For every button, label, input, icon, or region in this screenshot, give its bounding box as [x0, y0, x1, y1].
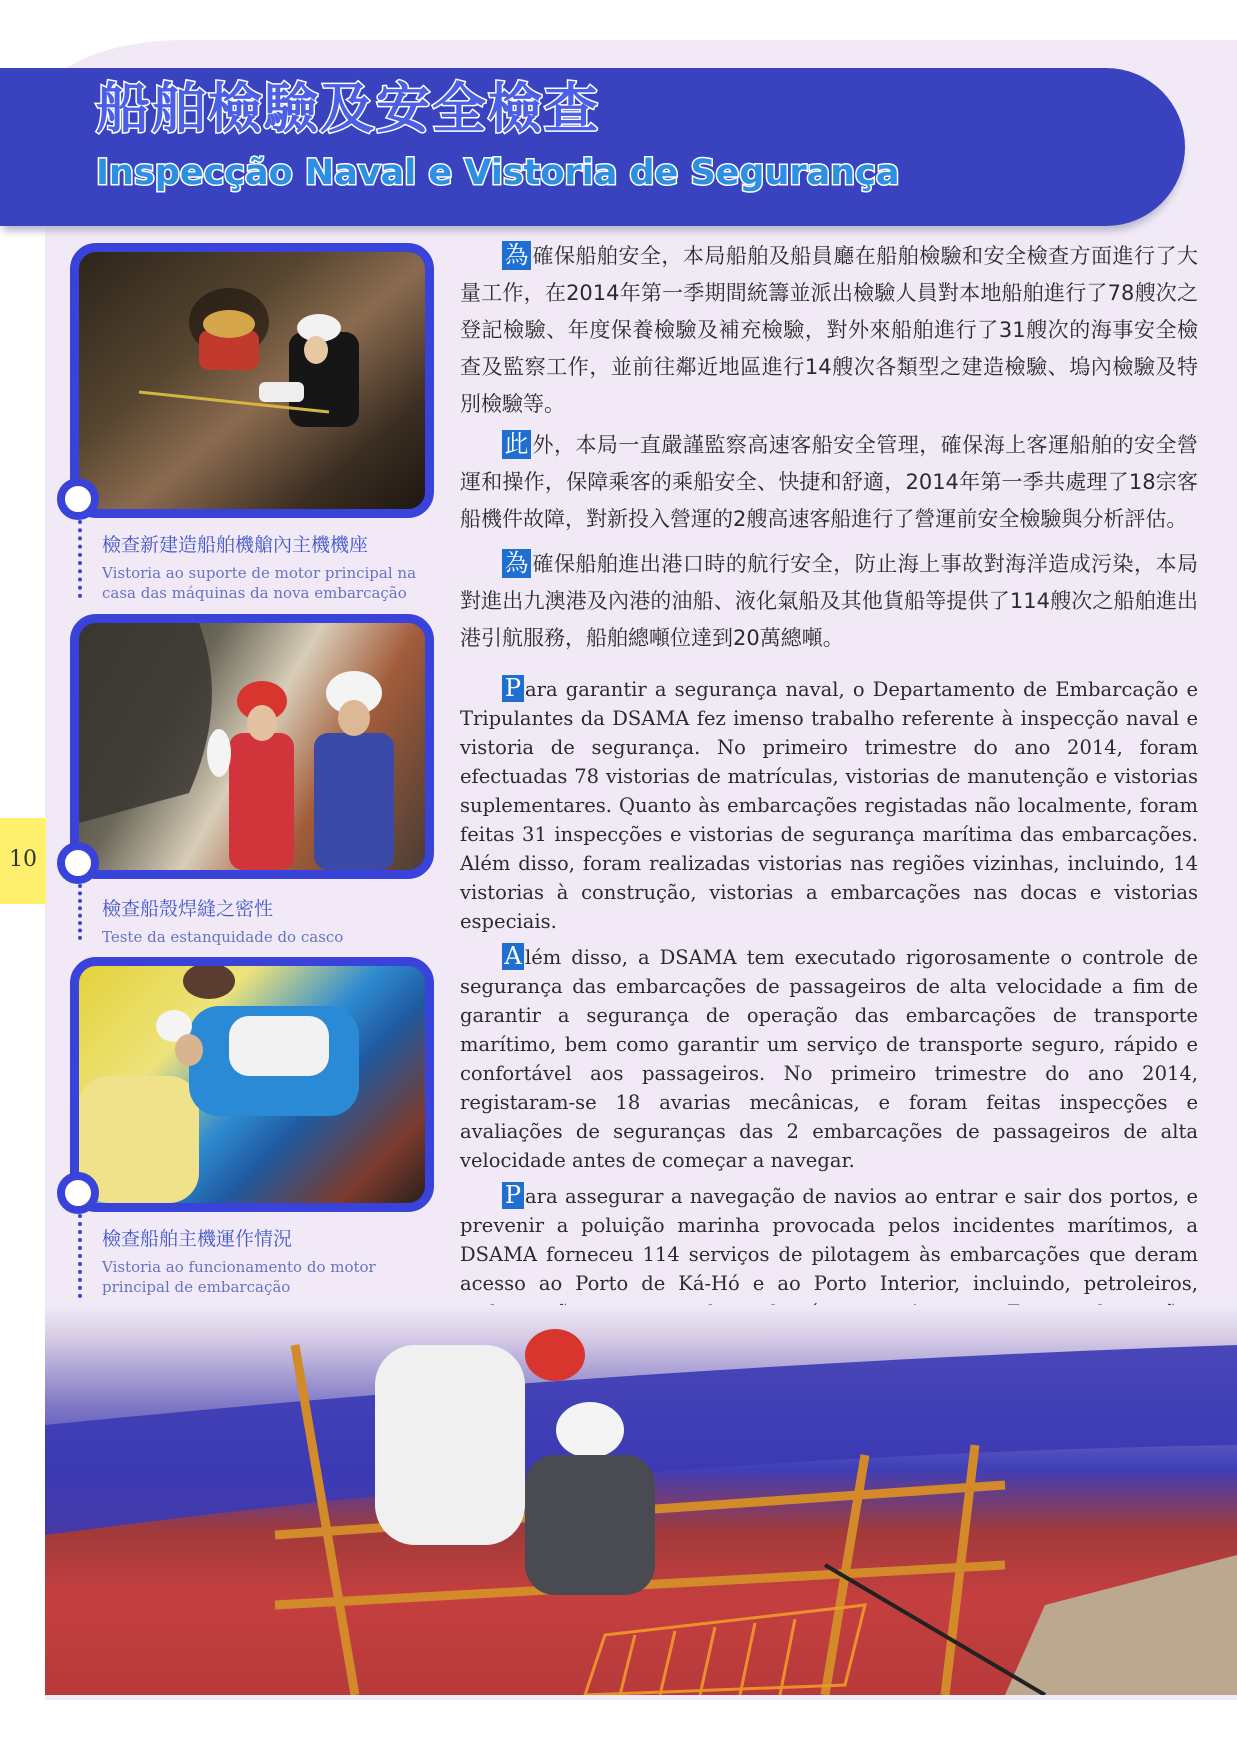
caption-3-chinese: 檢查船舶主機運作情況 [102, 1228, 293, 1250]
drop-cap: 為 [502, 549, 531, 578]
page-number: 10 [9, 847, 37, 872]
caption-1-chinese: 檢查新建造船舶機艙內主機機座 [102, 534, 369, 556]
paragraph-text: 確保船舶安全，本局船舶及船員廳在船舶檢驗和安全檢查方面進行了大量工作，在2014年第一季期間統籌並派出檢驗人員對本地船舶進行了78艘次之登記檢驗、年度保養檢驗及補充檢驗，對外來船舶進行了31艘次的海事安全檢查及監察工作，並前往鄰近地區進行14艘次各類型之建造檢驗、塢內檢驗及特別檢驗等。 [460, 244, 1198, 416]
drop-cap: P [502, 1182, 524, 1209]
paragraph-zh-2 [460, 427, 1198, 538]
paragraph-pt-1 [460, 675, 1198, 936]
paragraph-text: 外，本局一直嚴謹監察高速客船安全管理，確保海上客運船舶的安全營運和操作，保障乘客的乘船安全、快捷和舒適，2014年第一季共處理了18宗客船機件故障，對新投入營運的2艘高速客船進行了營運前安全檢驗與分析評估。 [460, 433, 1198, 531]
page-title-portuguese: Inspecção Naval e Vistoria de Segurança [96, 153, 900, 193]
timeline-dots [78, 884, 82, 940]
drop-cap: 此 [502, 430, 531, 459]
page-title-chinese: 船舶檢驗及安全檢查 [96, 77, 600, 140]
caption-2-chinese: 檢查船殼焊縫之密性 [102, 898, 274, 920]
drop-cap: 為 [502, 241, 531, 270]
photo-hull-scaffolding-inspection [45, 1305, 1237, 1695]
timeline-dots [78, 1214, 82, 1298]
header-banner [0, 68, 1185, 226]
caption-2-portuguese: Teste da estanquidade do casco [102, 928, 344, 946]
drop-cap: P [502, 675, 524, 702]
caption-2 [102, 894, 422, 947]
paragraph-text: ara assegurar a navegação de navios ao entrar e sair dos portos, e prevenir a poluição marinha provocada pelos incidentes marítimos, a DSAMA forneceu 114 serviços de pilotagem às embarcações que deram acesso ao Porto de Ká-Hó e ao Porto Interior, incluindo, petroleiros, [460, 1185, 1198, 1295]
caption-3-portuguese: Vistoria ao funcionamento do motor principal de embarcação [102, 1258, 376, 1296]
caption-3 [102, 1224, 422, 1297]
timeline-dot [57, 1172, 99, 1214]
paragraph-text: ara garantir a segurança naval, o Departamento de Embarcação e Tripulantes da DSAMA fez imenso trabalho referente à inspecção naval e vistoria de segurança. No primeiro trimestre do ano 2014, foram efectuadas 78 vistorias de matrículas, vistorias de manutenção e vistorias suplementares. Quanto às embarcações registadas não localmente, foram feitas 31 inspecções e vistorias de segurança marítima das embarcações. Além disso, foram realizadas vistorias nas regiões vizinhas, incluindo, 14 vistorias à construção, vistorias a embarcações nas docas e vistorias especiais. [460, 678, 1198, 933]
paragraph-text: lém disso, a DSAMA tem executado rigorosamente o controle de segurança das embarcações de passageiros de alta velocidade a fim de garantir a segurança de operação das embarcações de transporte marítimo, bem como garantir um serviço de transporte seguro, rápido e confortável aos passageiros. No primeiro trimestre do ano 2014, registaram-se 18 avarias mecânicas, e foram feitas inspecções e avaliações de seguranças das 2 embarcações de passageiros de alta velocidade antes de começar a navegar. [460, 946, 1198, 1172]
article-body [460, 238, 1198, 1356]
paragraph-text: 確保船舶進出港口時的航行安全，防止海上事故對海洋造成污染，本局對進出九澳港及內港的油船、液化氣船及其他貨船等提供了114艘次之船舶進出港引航服務，船舶總噸位達到20萬總噸。 [460, 552, 1198, 650]
timeline-dots [78, 520, 82, 598]
drop-cap: A [502, 943, 524, 970]
timeline-dot [57, 842, 99, 884]
paragraph-pt-2 [460, 943, 1198, 1175]
paragraph-zh-1 [460, 238, 1198, 423]
paragraph-zh-3 [460, 546, 1198, 657]
caption-1 [102, 530, 422, 603]
photo-main-engine-check [70, 957, 434, 1212]
photo-hull-weld-test [70, 614, 434, 879]
timeline-dot [57, 478, 99, 520]
photo-engine-room-inspection [70, 243, 434, 518]
caption-1-portuguese: Vistoria ao suporte de motor principal na casa das máquinas da nova embarcação [102, 564, 417, 602]
